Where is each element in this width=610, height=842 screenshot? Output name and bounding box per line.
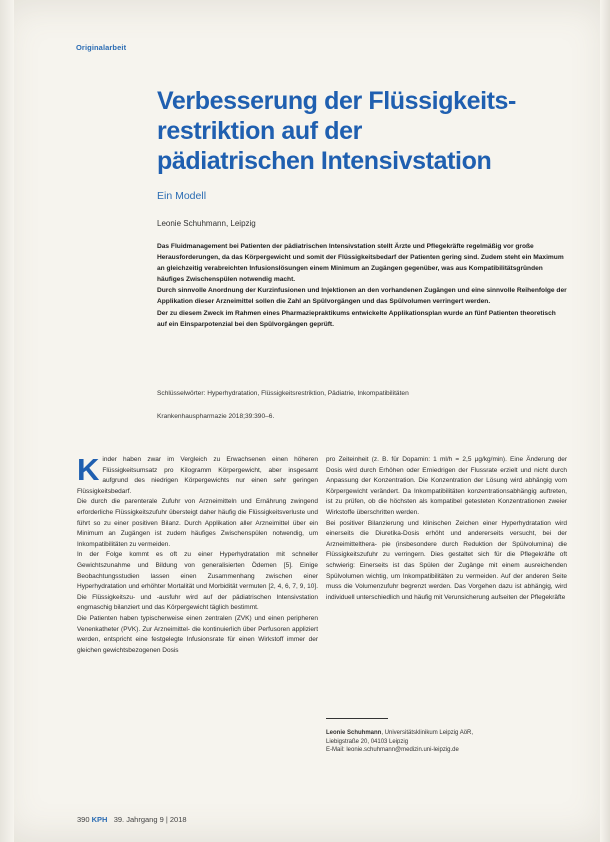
author-address: Liebigstraße 20, 04103 Leipzig: [326, 738, 409, 745]
abstract-paragraph: Der zu diesem Zweck im Rahmen eines Pharmaziepraktikums entwickelte Applikationsplan wurde an fünf Patienten theoretisch auf ein Einsparpotenzial bei den Spülvorgängen geprüft.: [157, 309, 556, 328]
title-line: restriktion auf der: [157, 117, 362, 145]
journal-brand: KPH: [91, 815, 108, 824]
abstract-paragraph: Durch sinnvolle Anordnung der Kurzinfusionen und Injektionen an den vorhandenen Zugängen und eine sinnvolle Reihenfolge der Applikation dieser Arzneimittel sollen die Zahl an Spülvorgängen und das Spülvolumen verringert werden.: [157, 287, 567, 306]
page-number: 390: [77, 815, 90, 824]
body-column-right: [326, 455, 567, 603]
journal-issue: 39. Jahrgang 9 | 2018: [113, 815, 187, 824]
section-label: Originalarbeit: [76, 43, 127, 52]
author-info: [326, 729, 576, 755]
author-affiliation: , Universitätsklinikum Leipzig AöR,: [381, 730, 474, 736]
abstract: [157, 241, 567, 330]
author-info-line: [326, 729, 576, 738]
abstract-paragraph: Das Fluidmanagement bei Patienten der pädiatrischen Intensivstation stellt Ärzte und Pflegekräfte regelmäßig vor große Herausforderungen, da das Körpergewicht und somit der Flüssigkeitsbedarf der Patienten gering sind. Zudem steht ein Maximum an gleichzeitig verabreichten Infusionslösungen einem Minimum an Zugängen gegenüber, was aus Kompatibilitätsgründen häufiges Zwischenspülen notwendig macht.: [157, 243, 564, 284]
drop-cap: K: [77, 452, 100, 487]
scan-shadow-right: [600, 0, 610, 842]
body-paragraph: Bei positiver Bilanzierung und klinischen Zeichen einer Hyperhydratation wird einerseits die Diuretika-Dosis erhöht und andererseits versucht, bei der Arzneimittelthera- pie (insbesondere durch Reduktion der Spülvolumina) die Flüssigkeitszufuhr zu verringern. Dies gestaltet sich für die Pflegekräfte oft schwierig: Einerseits ist das Spülen der Zugänge mit einem ausreichenden Spülvolumen wichtig, um Inkompatibilitäten zu vermeiden. Auf der anderen Seite muss die Volumenzufuhr begrenzt werden. Das Vorgehen dazu ist abhängig, wird individuell unterschiedlich und häufig mit Verunsicherung aufseiten der Pflegekräfte: [326, 519, 567, 601]
title-line: Verbesserung der Flüssigkeits-: [157, 87, 516, 115]
citation: Krankenhauspharmazie 2018;39:390–6.: [157, 413, 275, 420]
title-line: pädiatrischen Intensivstation: [157, 147, 492, 175]
article-title: [157, 86, 577, 176]
scan-shadow-left: [0, 0, 14, 842]
body-paragraph: Die durch die parenterale Zufuhr von Arzneimitteln und Ernährung zwingend erforderliche Flüssigkeitszufuhr übersteigt daher häufig die Flüssigkeitsverluste und führt so zu einer positiven Bilanz. Durch Applikation aller Arzneimittel über ein Minimum an Zugängen ist zudem häufiges Zwischenspülen notwendig, um Inkompatibilitäten zu vermeiden.: [77, 498, 318, 548]
body-paragraph: [77, 452, 318, 497]
author-email[interactable]: E-Mail: leonie.schuhmann@medizin.uni-leipzig.de: [326, 747, 459, 754]
body-paragraph: Die Patienten haben typischerweise einen zentralen (ZVK) und einen peripheren Venenkatheter (PVK). Zur Arzneimittel- die kontinuierlich über Perfusoren appliziert werden, entspricht eine festgelegte Infusionsrate für einen Wirkstoff immer der gleichen gewichtsbezogenen Dosis: [77, 614, 318, 654]
article-subtitle: Ein Modell: [157, 190, 207, 202]
body-paragraph: In der Folge kommt es oft zu einer Hyperhydratation mit schneller Gewichtszunahme und Bildung von generalisierten Ödemen [5]. Einige Beobachtungsstudien lassen einen Zusammenhang zwischen einer Hyperhydratation und erhöhter Mortalität und Morbidität vermuten [2, 4, 6, 7, 9, 10]. Die Flüssigkeitszu- und -ausfuhr wird auf der pädiatrischen Intensivstation engmaschig bilanziert und das Körpergewicht täglich bestimmt.: [77, 551, 318, 612]
author-info-divider: [326, 718, 388, 719]
body-paragraph: pro Zeiteinheit (z. B. für Dopamin: 1 ml/h = 2,5 µg/kg/min). Eine Änderung der Dosis wird durch Erhöhen oder Erniedrigen der Flussrate erzielt und nicht durch Anpassung der Konzentration. Die Konzentration der Lösung wird abhängig vom Körpergewicht verändert. Da Inkompatibilitäten konzentrationsabhängig auftreten, ist zu prüfen, ob die höchsten als kompatibel getesteten Konzentrationen zweier Wirkstoffe überschritten werden.: [326, 456, 567, 516]
author-name: Leonie Schuhmann: [326, 730, 382, 736]
page-footer: [77, 815, 187, 824]
keywords: Schlüsselwörter: Hyperhydratation, Flüssigkeitsrestriktion, Pädiatrie, Inkompatibilitäten: [157, 390, 409, 397]
body-column-left: [77, 452, 318, 656]
body-text: inder haben zwar im Vergleich zu Erwachsenen einen höheren Flüssigkeitsumsatz pro Kilogramm Körpergewicht, aber insgesamt aufgrund des niedrigen Körpergewichts nur einen sehr geringen Flüssigkeitsbedarf.: [77, 456, 318, 495]
author-line: Leonie Schuhmann, Leipzig: [157, 219, 256, 228]
